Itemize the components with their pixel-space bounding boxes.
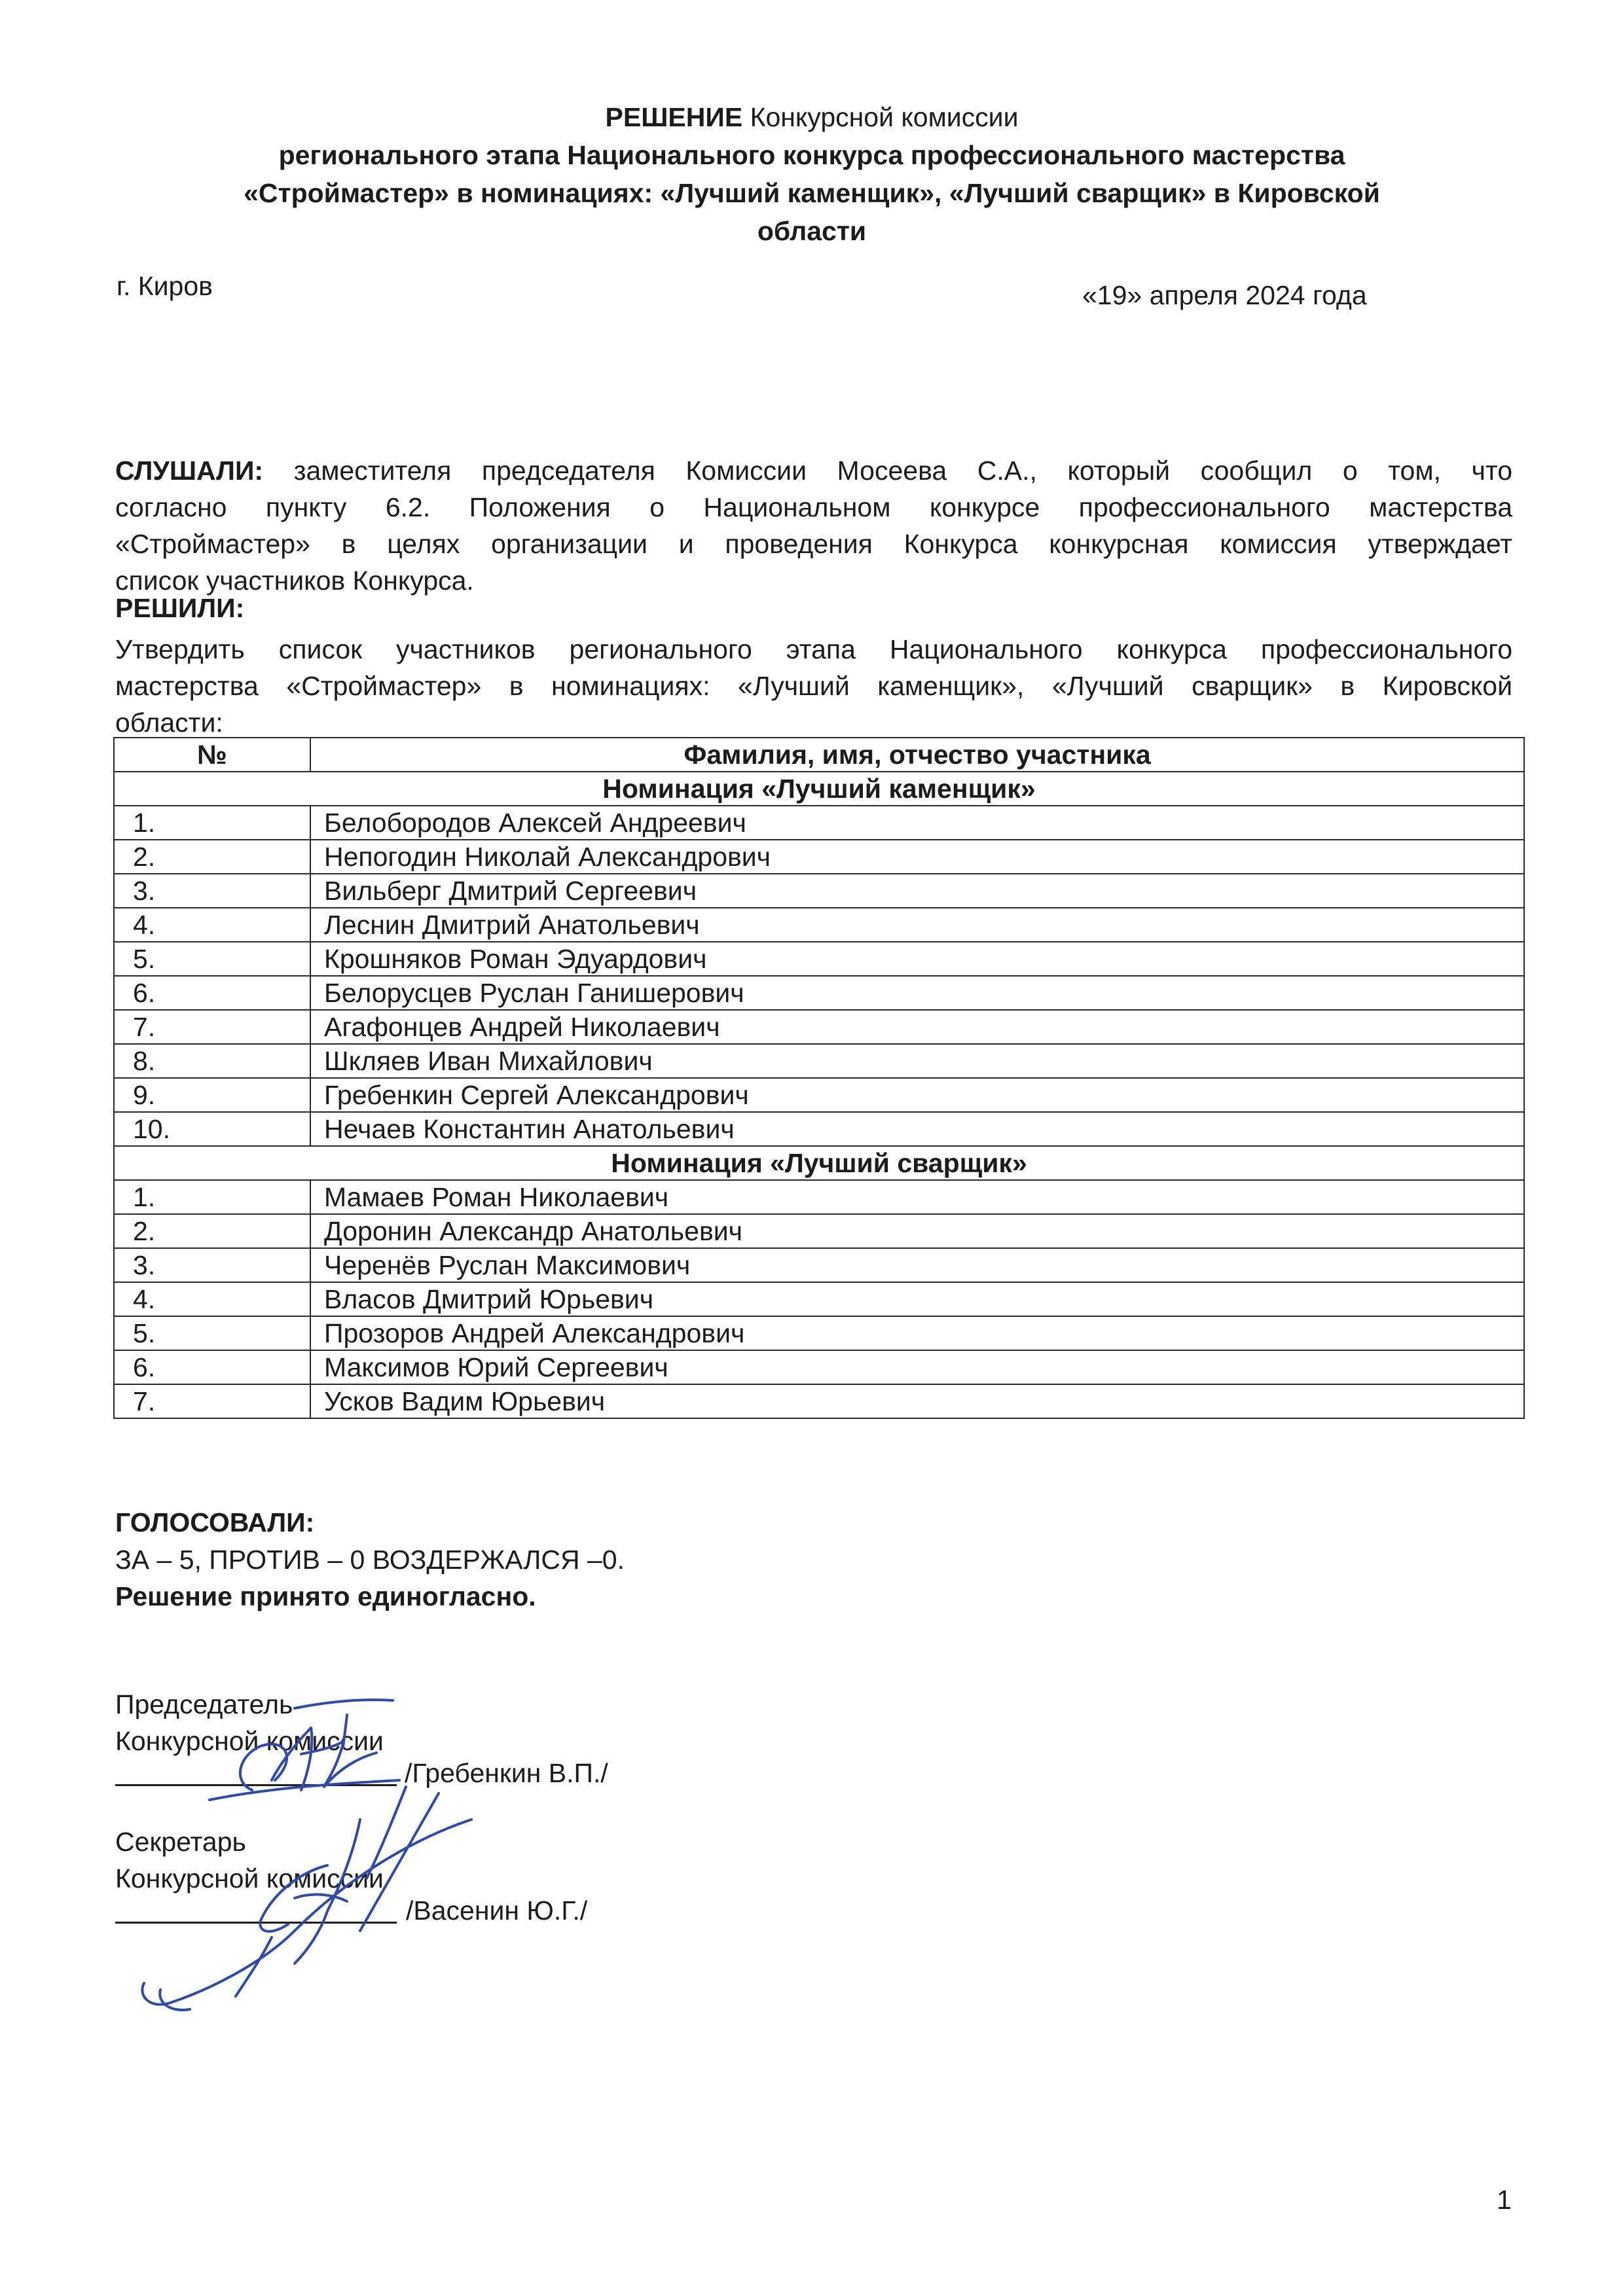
table-row: [114, 1078, 1524, 1112]
participant-number: 10.: [114, 1112, 310, 1146]
table-header-row: [114, 738, 1524, 772]
participant-number: 3.: [114, 874, 310, 908]
participant-number: 7.: [114, 1384, 310, 1418]
table-row: [114, 874, 1524, 908]
table-row: [114, 806, 1524, 840]
chairman-name: /Гребенкин В.П./: [405, 1758, 608, 1788]
chairman-role-line-2: Конкурсной комиссии: [115, 1726, 384, 1756]
title-commission: Конкурсной комиссии: [742, 102, 1019, 132]
participant-number: 5.: [114, 942, 310, 976]
participant-name: Прозоров Андрей Александрович: [310, 1316, 1524, 1350]
decided-line-3: области:: [115, 708, 223, 738]
participant-name: Белорусцев Руслан Ганишерович: [310, 976, 1524, 1010]
participant-name: Нечаев Константин Анатольевич: [310, 1112, 1524, 1146]
voting-label: ГОЛОСОВАЛИ:: [115, 1507, 315, 1537]
table-row: [114, 908, 1524, 942]
participants-table-body: [114, 772, 1524, 1418]
voting-result: ЗА – 5, ПРОТИВ – 0 ВОЗДЕРЖАЛСЯ –0.: [115, 1545, 625, 1575]
participant-number: 2.: [114, 1214, 310, 1248]
secretary-name: /Васенин Ю.Г./: [406, 1895, 588, 1926]
voting-conclusion: Решение принято единогласно.: [115, 1581, 536, 1611]
title-line-3: «Строймастер» в номинациях: «Лучший каменщик», «Лучший сварщик» в Кировской: [244, 178, 1380, 208]
participant-number: 6.: [114, 976, 310, 1010]
secretary-role-line-1: Секретарь: [115, 1827, 246, 1857]
document-place: г. Киров: [117, 271, 213, 301]
table-row: [114, 1316, 1524, 1350]
participant-number: 8.: [114, 1044, 310, 1078]
nomination-row: [114, 1146, 1524, 1180]
secretary-role-line-2: Конкурсной комиссии: [115, 1863, 384, 1893]
title-line-4: области: [757, 216, 867, 246]
participant-number: 3.: [114, 1248, 310, 1282]
participant-name: Максимов Юрий Сергеевич: [310, 1350, 1524, 1384]
participant-name: Белобородов Алексей Андреевич: [310, 806, 1524, 840]
nomination-row: [114, 772, 1524, 806]
title-line-1: [164, 98, 1460, 136]
heard-line-3: «Строймастер» в целях организации и проведения Конкурса конкурсная комиссия утверждает: [115, 529, 1512, 559]
participant-name: Черенёв Руслан Максимович: [310, 1248, 1524, 1282]
table-row: [114, 942, 1524, 976]
chairman-role-line-1: Председатель: [115, 1689, 293, 1719]
title-line-2: регионального этапа Национального конкурса профессионального мастерства: [278, 140, 1345, 170]
participant-name: Агафонцев Андрей Николаевич: [310, 1010, 1524, 1044]
participant-number: 1.: [114, 806, 310, 840]
participants-table: [113, 737, 1525, 1419]
page-number: 1: [1497, 2185, 1512, 2215]
heard-line-4: список участников Конкурса.: [115, 565, 474, 596]
participant-name: Вильберг Дмитрий Сергеевич: [310, 874, 1524, 908]
table-row: [114, 1010, 1524, 1044]
participant-name: Шкляев Иван Михайлович: [310, 1044, 1524, 1078]
decided-line-1: Утвердить список участников регионального этапа Национального конкурса профессионального: [115, 634, 1512, 664]
table-row: [114, 1044, 1524, 1078]
nomination-title: Номинация «Лучший сварщик»: [114, 1146, 1524, 1180]
table-row: [114, 1384, 1524, 1418]
participant-name: Мамаев Роман Николаевич: [310, 1180, 1524, 1214]
heard-text-1: заместителя председателя Комиссии Мосеева С.А., который сообщил о том, что: [263, 456, 1512, 486]
participant-name: Крошняков Роман Эдуардович: [310, 942, 1524, 976]
decided-line-2: мастерства «Строймастер» в номинациях: «Лучший каменщик», «Лучший сварщик» в Кировской: [115, 671, 1512, 701]
participant-name: Непогодин Николай Александрович: [310, 840, 1524, 874]
secretary-signature-icon: [131, 1780, 498, 2016]
table-row: [114, 1214, 1524, 1248]
title-decision-word: РЕШЕНИЕ: [605, 102, 743, 132]
table-row: [114, 1350, 1524, 1384]
participant-number: 5.: [114, 1316, 310, 1350]
document-title: [164, 98, 1460, 250]
decided-paragraph: [115, 631, 1512, 741]
table-row: [114, 976, 1524, 1010]
table-row: [114, 1180, 1524, 1214]
heard-label: СЛУШАЛИ:: [115, 456, 264, 486]
participant-number: 9.: [114, 1078, 310, 1112]
participant-name: Гребенкин Сергей Александрович: [310, 1078, 1524, 1112]
participant-number: 4.: [114, 1282, 310, 1316]
participant-number: 2.: [114, 840, 310, 874]
participant-name: Леснин Дмитрий Анатольевич: [310, 908, 1524, 942]
heard-line-2: согласно пункту 6.2. Положения о Национальном конкурсе профессионального мастерства: [115, 492, 1512, 522]
table-row: [114, 1282, 1524, 1316]
participant-number: 1.: [114, 1180, 310, 1214]
heard-paragraph: [115, 452, 1512, 599]
table-row: [114, 840, 1524, 874]
decided-label: РЕШИЛИ:: [115, 593, 245, 623]
column-header-name: Фамилия, имя, отчество участника: [310, 738, 1524, 772]
nomination-title: Номинация «Лучший каменщик»: [114, 772, 1524, 806]
column-header-number: №: [114, 738, 310, 772]
heard-line-1: [115, 452, 1512, 489]
document-date: «19» апреля 2024 года: [1082, 280, 1367, 310]
table-row: [114, 1248, 1524, 1282]
participant-number: 7.: [114, 1010, 310, 1044]
table-row: [114, 1112, 1524, 1146]
participant-name: Доронин Александр Анатольевич: [310, 1214, 1524, 1248]
participant-name: Усков Вадим Юрьевич: [310, 1384, 1524, 1418]
participant-number: 4.: [114, 908, 310, 942]
participant-name: Власов Дмитрий Юрьевич: [310, 1282, 1524, 1316]
participant-number: 6.: [114, 1350, 310, 1384]
